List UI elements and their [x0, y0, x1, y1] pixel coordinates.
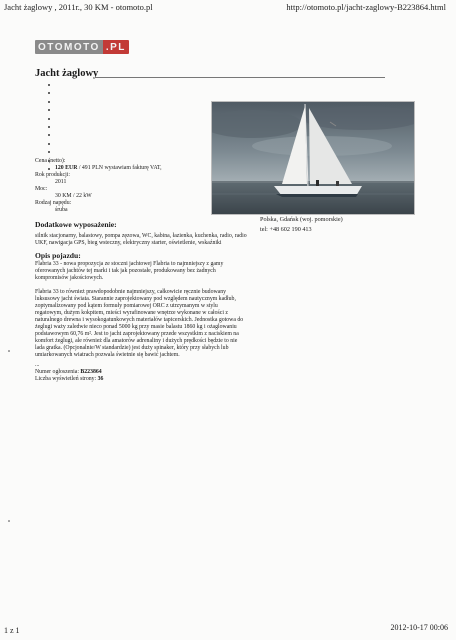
logo-text-domain: .PL — [103, 40, 129, 54]
description-paragraph-2: Flabria 33 to również prawdopodobnie najmniejszy, całkowicie ręcznie budowany luksusowy jacht świata. Starannie zaprojektowany pod względem nautycznym kadłub, zoptymalizowany pod kątem formuły pomiarowej ORC z utrzymanym w stylu regatowym, dużym kokpitem, mieści wyrafinowane wnętrze wykonane w całości z naturalnego drewna i wysokogatunkowych materiałów tapicerskich. Jednostka gotowa do żeglugi waży zaledwie nieco ponad 5000 kg przy masie balastu 1860 kg i ożaglowaniu podstawowym 60,76 m². Jest to jacht zaprojektowany przede wszystkim z naciskiem na komfort żeglugi, ale również dla amatorów adrenaliny i dużych prędkości będzie to nie lada gratka. (Opcjonalnie/W standardzie) jest duży spinaker, który przy słabych lub umiarkowanych wiatrach pozwala świetnie się bawić jachtem. — [35, 289, 244, 358]
power-value: 30 KM / 22 kW — [55, 193, 92, 199]
listing-specs — [35, 158, 225, 214]
sailboat-photo[interactable] — [211, 101, 415, 215]
scan-speck — [8, 520, 10, 522]
price-label: Cena (netto): — [35, 158, 66, 164]
phone-number[interactable]: tel: +48 602 190 413 — [260, 226, 312, 233]
price-value — [35, 165, 225, 172]
page-count: 1 z 1 — [4, 626, 20, 635]
bullet-icon — [48, 92, 50, 94]
view-count-label: Liczba wyświetleń strony: — [35, 376, 98, 383]
drive-label: Rodzaj napędu: — [35, 200, 72, 206]
location-text: Polska, Gdańsk (woj. pomorskie) — [260, 216, 343, 223]
otomoto-logo[interactable] — [35, 40, 142, 54]
listing-meta — [35, 362, 255, 384]
listing-header — [35, 68, 385, 80]
ellipsis-text: ... — [35, 362, 40, 368]
ad-number-value: B223864 — [80, 369, 102, 376]
description-heading: Opis pojazdu: — [35, 251, 81, 260]
drive-value: śruba — [55, 207, 68, 213]
price-amount: 120 EUR — [55, 165, 78, 171]
bullet-icon — [48, 109, 50, 111]
bullet-icon — [48, 126, 50, 128]
sailboat-image — [212, 102, 414, 214]
logo-text-main: OTOMOTO — [35, 40, 103, 54]
print-datetime: 2012-10-17 00:06 — [390, 623, 448, 632]
equipment-heading: Dodatkowe wyposażenie: — [35, 220, 117, 229]
power-label: Moc: — [35, 186, 48, 192]
description-paragraph-1: Flabria 33 - nowa propozycja ze stoczni jachtowej Flabria to najmniejszy z gamy oferowanych jachtów tej marki i tak jak pozostałe, produkowany bez żadnych kompromisów jakościowych. — [35, 261, 224, 281]
equipment-text: silnik stacjonarny, balastowy, pompa zęzowa, WC, kabina, łazienka, kuchenka, radio, radio UKF, nawigacja GPS, bieg wsteczny, elektryczny starter, oświetlenie, wskaźniki — [35, 233, 247, 246]
page-title: Jacht żaglowy — [35, 68, 99, 79]
print-header-url[interactable]: http://otomoto.pl/jacht-zaglowy-B223864.html — [286, 2, 446, 12]
price-extra: / 491 PLN wystawiam fakturę VAT, — [77, 165, 162, 171]
bullet-icon — [48, 143, 50, 145]
print-header-title: Jacht żaglowy , 2011r., 30 KM - otomoto.pl — [4, 2, 153, 12]
view-count-value: 36 — [97, 376, 104, 383]
view-count — [35, 376, 255, 383]
ad-number — [35, 369, 255, 376]
bullet-icon — [48, 151, 50, 153]
year-value: 2011 — [55, 179, 67, 185]
bullet-icon — [48, 101, 50, 103]
year-label: Rok produkcji: — [35, 172, 70, 178]
title-divider — [95, 77, 385, 78]
scan-speck — [8, 350, 10, 352]
bullet-icon — [48, 118, 50, 120]
ad-number-label: Numer ogłoszenia: — [35, 369, 81, 376]
bullet-icon — [48, 134, 50, 136]
bullet-icon — [48, 84, 50, 86]
